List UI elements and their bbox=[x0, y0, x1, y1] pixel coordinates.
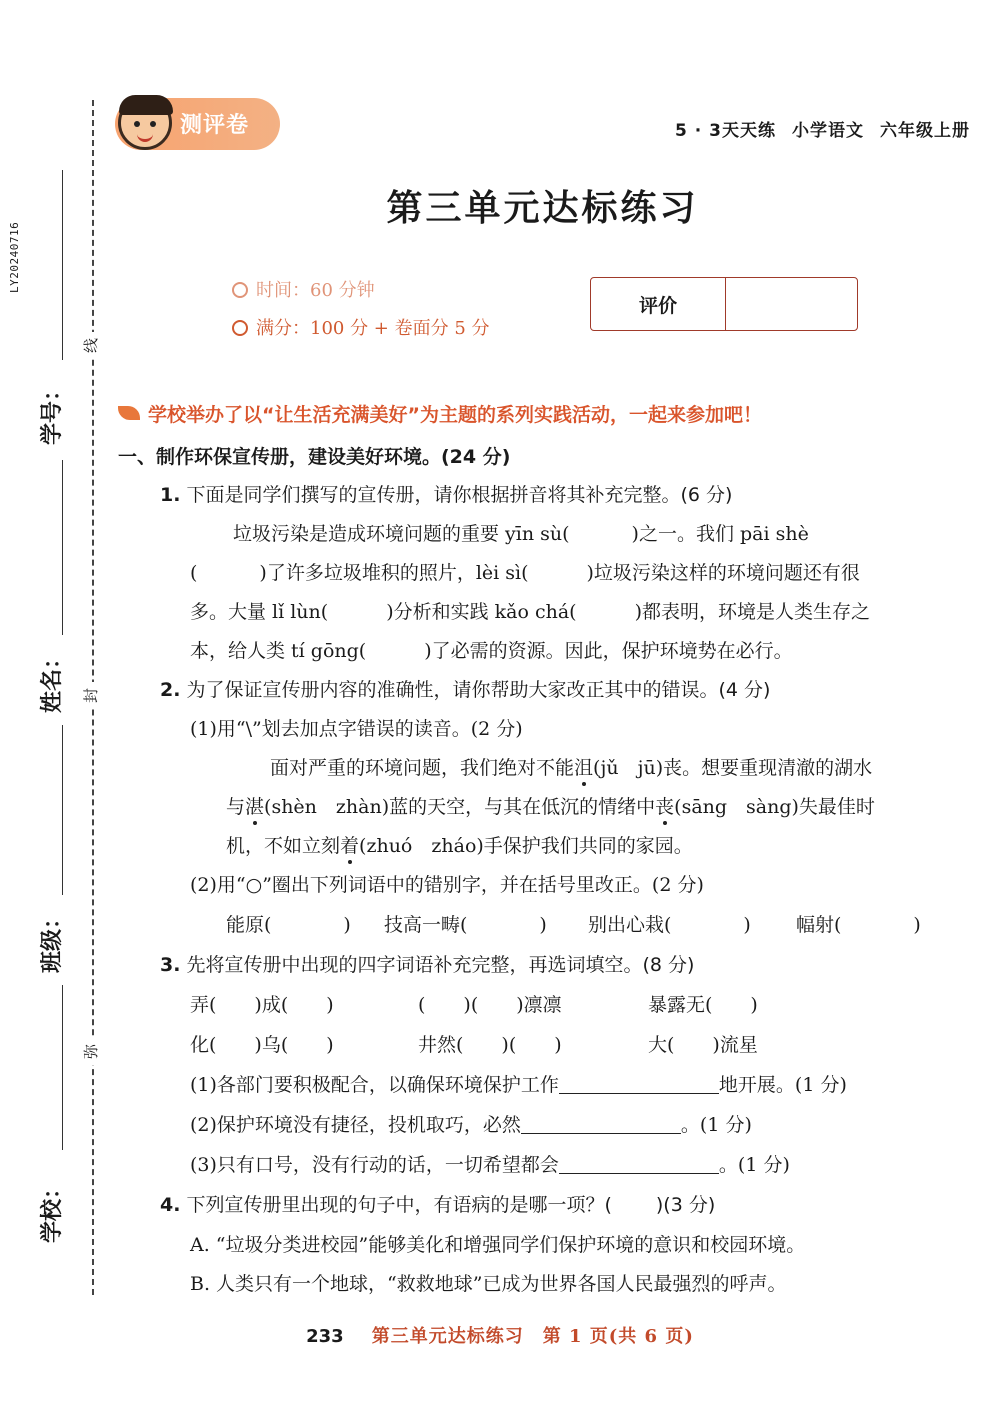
name-label: 姓名： bbox=[40, 646, 65, 713]
name-line-lower bbox=[62, 725, 63, 895]
leaf-icon bbox=[118, 406, 140, 420]
evaluation-label: 评价 bbox=[591, 278, 726, 330]
q1-line-4: 本，给人类 tí gōng( )了必需的资源。因此，保护环境势在必行。 bbox=[190, 640, 793, 662]
class-label: 班级： bbox=[40, 906, 65, 973]
time-limit: 时间：60 分钟 bbox=[232, 276, 375, 302]
badge-label: 测评卷 bbox=[180, 113, 250, 138]
question-3-stem: 3. 先将宣传册中出现的四字词语补充完整，再选词填空。(8 分) bbox=[160, 954, 695, 976]
check-icon bbox=[232, 320, 248, 336]
q2-word-1: 能原( ) bbox=[226, 914, 351, 936]
q1-line-2: ( )了许多垃圾堆积的照片，lèi sì( )垃圾污染这样的环境问题还有很 bbox=[190, 562, 860, 584]
q4-option-b[interactable]: B. 人类只有一个地球，“救救地球”已成为世界各国人民最强烈的呼声。 bbox=[190, 1273, 787, 1295]
document-code: LY20240716 bbox=[8, 221, 21, 293]
q2-passage-line-1: 面对严重的环境问题，我们绝对不能沮(jǔ jū)丧。想要重现清澈的湖水 bbox=[270, 757, 873, 779]
answer-line-2[interactable] bbox=[521, 1133, 681, 1134]
series-grade: 六年级上册 bbox=[880, 121, 970, 141]
q3-fill-3: (3)只有口号，没有行动的话，一切希望都会 。(1 分) bbox=[190, 1154, 790, 1176]
seal-mark-line: 线 bbox=[83, 332, 98, 359]
page-number: 233 bbox=[306, 1326, 344, 1347]
idiom-2[interactable]: ( )( )凛凛 bbox=[418, 994, 562, 1016]
seal-mark-seal: 封 bbox=[83, 682, 98, 709]
q3-fill-2: (2)保护环境没有捷径，投机取巧，必然 。(1 分) bbox=[190, 1114, 752, 1136]
q2-word-4: 幅射( ) bbox=[796, 914, 921, 936]
dotted-char-zhan: 湛 bbox=[245, 796, 265, 818]
page-title: 第三单元达标练习 bbox=[386, 187, 699, 229]
evaluation-box bbox=[590, 277, 858, 331]
footer-text: 第三单元达标练习 第 1 页(共 6 页) bbox=[371, 1326, 694, 1347]
question-4-stem: 4. 下列宣传册里出现的句子中，有语病的是哪一项？( )(3 分) bbox=[160, 1194, 716, 1216]
idiom-3[interactable]: 暴露无( ) bbox=[648, 994, 758, 1016]
answer-line-1[interactable] bbox=[559, 1093, 719, 1094]
q2-word-2: 技高一畴( ) bbox=[384, 914, 547, 936]
question-1-stem: 1. 下面是同学们撰写的宣传册，请你根据拼音将其补充完整。(6 分) bbox=[160, 484, 733, 506]
q2-passage-line-2: 与湛(shèn zhàn)蓝的天空，与其在低沉的情绪中丧(sāng sàng)失最佳时 bbox=[226, 796, 875, 818]
student-id-label: 学号： bbox=[40, 378, 65, 445]
dotted-char-sang: 丧 bbox=[655, 796, 675, 818]
idiom-6[interactable]: 大( )流星 bbox=[648, 1034, 758, 1056]
cartoon-boy-icon bbox=[118, 96, 172, 150]
question-2-stem: 2. 为了保证宣传册内容的准确性，请你帮助大家改正其中的错误。(4 分) bbox=[160, 679, 771, 701]
evaluation-field[interactable] bbox=[726, 278, 857, 330]
q2-sub-1: (1)用“\”划去加点字错误的读音。(2 分) bbox=[190, 718, 523, 740]
q4-option-a[interactable]: A. “垃圾分类进校园”能够美化和增强同学们保护环境的意识和校园环境。 bbox=[190, 1234, 806, 1256]
clock-icon bbox=[232, 282, 248, 298]
idiom-4[interactable]: 化( )乌( ) bbox=[190, 1034, 334, 1056]
class-line bbox=[62, 985, 63, 1150]
q2-passage-line-3: 机，不如立刻着(zhuó zháo)手保护我们共同的家园。 bbox=[226, 835, 693, 857]
series-subject: 小学语文 bbox=[792, 121, 864, 141]
section-1-heading: 一、制作环保宣传册，建设美好环境。(24 分) bbox=[118, 446, 511, 468]
full-score: 满分：100 分 + 卷面分 5 分 bbox=[232, 314, 490, 340]
page-footer bbox=[0, 1322, 1000, 1348]
answer-line-3[interactable] bbox=[559, 1173, 719, 1174]
idiom-5[interactable]: 井然( )( ) bbox=[418, 1034, 562, 1056]
dotted-char-ju: 沮 bbox=[574, 757, 594, 779]
seal-mark-mi: 弥 bbox=[83, 1038, 98, 1065]
series-name: 5 · 3天天练 bbox=[675, 121, 776, 141]
idiom-1[interactable]: 弄( )成( ) bbox=[190, 994, 334, 1016]
school-label: 学校： bbox=[40, 1176, 65, 1243]
series-info bbox=[659, 116, 970, 141]
activity-theme: 学校举办了以“让生活充满美好”为主题的系列实践活动，一起来参加吧！ bbox=[118, 400, 762, 427]
q3-fill-1: (1)各部门要积极配合，以确保环境保护工作 地开展。(1 分) bbox=[190, 1074, 847, 1096]
q1-line-3: 多。大量 lǐ lùn( )分析和实践 kǎo chá( )都表明，环境是人类生存之 bbox=[190, 601, 871, 623]
name-line bbox=[62, 460, 63, 635]
dotted-char-zhuo: 着 bbox=[340, 835, 360, 857]
q2-word-3: 别出心栽( ) bbox=[588, 914, 751, 936]
q1-line-1: 垃圾污染是造成环境问题的重要 yīn sù( )之一。我们 pāi shè bbox=[233, 523, 809, 545]
q2-sub-2: (2)用“○”圈出下列词语中的错别字，并在括号里改正。(2 分) bbox=[190, 874, 704, 896]
